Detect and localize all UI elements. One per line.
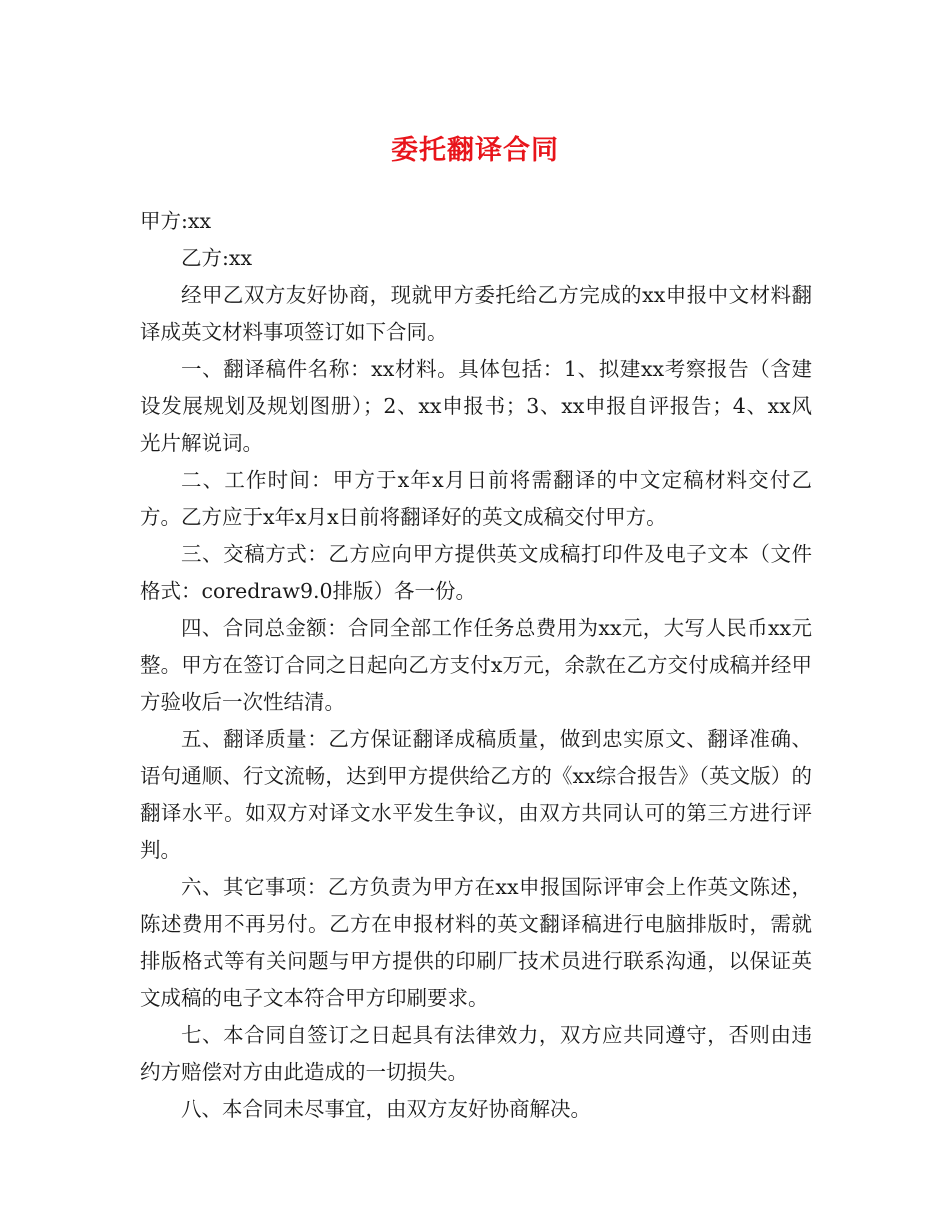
document-body: [140, 203, 812, 1128]
clause-6-paragraph: 六、其它事项：乙方负责为甲方在xx申报国际评审会上作英文陈述，陈述费用不再另付。乙方在申报材料的英文翻译稿进行电脑排版时，需就排版格式等有关问题与甲方提供的印刷厂技术员进行联系沟通，以保证英文成稿的电子文本符合甲方印刷要求。: [140, 875, 812, 1010]
clause-4-paragraph: 四、合同总金额：合同全部工作任务总费用为xx元，大写人民币xx元整。甲方在签订合同之日起向乙方支付x万元，余款在乙方交付成稿并经甲方验收后一次性结清。: [140, 616, 812, 714]
preamble-paragraph: 经甲乙双方友好协商，现就甲方委托给乙方完成的xx申报中文材料翻译成英文材料事项签订如下合同。: [140, 283, 812, 344]
clause-8-paragraph: 八、本合同未尽事宜，由双方友好协商解决。: [181, 1097, 591, 1121]
clause-7-paragraph: 七、本合同自签订之日起具有法律效力，双方应共同遵守，否则由违约方赔偿对方由此造成的一切损失。: [140, 1023, 812, 1084]
clause-5-paragraph: 五、翻译质量：乙方保证翻译成稿质量，做到忠实原文、翻译准确、语句通顺、行文流畅，达到甲方提供给乙方的《xx综合报告》（英文版）的翻译水平。如双方对译文水平发生争议，由双方共同认可的第三方进行评判。: [140, 727, 812, 862]
document-title: 委托翻译合同: [391, 135, 559, 166]
clause-2-paragraph: 二、工作时间：甲方于x年x月日前将需翻译的中文定稿材料交付乙方。乙方应于x年x月x日前将翻译好的英文成稿交付甲方。: [140, 468, 812, 529]
party-a-line: 甲方:xx: [140, 209, 212, 233]
clause-1-paragraph: 一、翻译稿件名称：xx材料。具体包括：1、拟建xx考察报告（含建设发展规划及规划图册）；2、xx申报书；3、xx申报自评报告；4、xx风光片解说词。: [140, 357, 812, 455]
party-b-line: 乙方:xx: [181, 246, 253, 270]
clause-3-paragraph: 三、交稿方式：乙方应向甲方提供英文成稿打印件及电子文本（文件格式：coredraw9.0排版）各一份。: [140, 542, 812, 603]
